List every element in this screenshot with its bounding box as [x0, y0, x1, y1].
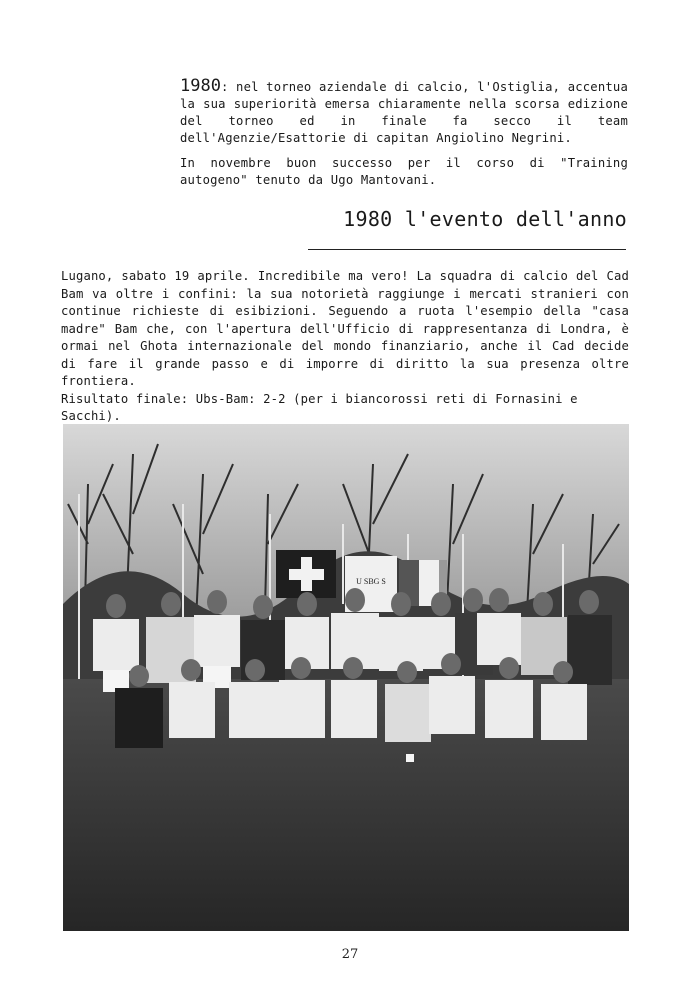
match-result: Risultato finale: Ubs-Bam: 2-2 (per i biancorossi reti di Fornasini e Sacchi). [61, 391, 578, 423]
swiss-flag [276, 550, 336, 598]
football [406, 754, 414, 762]
heading-divider [308, 249, 626, 250]
article-paragraph: Lugano, sabato 19 aprile. Incredibile ma vero! La squadra di calcio del Cad Bam va oltre i confini: la sua notorietà raggiunge i mercati stranieri con continue richieste di esibizioni. Seguendo a ruota l'esempio della "casa madre" Bam che, con l'apertura dell'Ufficio di rappresentanza di Londra, è ormai nel Ghota internazionale del mondo finanziario, anche il Cad decide di fare il grande passo e di imporre di diritto la sua presenza oltre frontiera. [61, 269, 629, 388]
page-number: 27 [341, 947, 359, 962]
intro-paragraph-1 [180, 78, 628, 147]
intro-paragraph-1-text: : nel torneo aziendale di calcio, l'Ostiglia, accentua la sua superiorità emersa chiaramente nella scorsa edizione del torneo ed in finale fa secco il team dell'Agenzie/Esattorie di capitan Angiolino Negrini. [180, 80, 628, 145]
team-photo [63, 424, 629, 931]
front-row-players [115, 653, 587, 748]
sbg-banner-text: U SBG S [356, 577, 386, 586]
section-heading: 1980 l'evento dell'anno [343, 207, 627, 231]
intro-year: 1980 [180, 76, 221, 96]
intro-text [180, 78, 628, 189]
intro-paragraph-2: In novembre buon successo per il corso di "Training autogeno" tenuto da Ugo Mantovani. [180, 156, 628, 187]
article-body [61, 268, 629, 426]
